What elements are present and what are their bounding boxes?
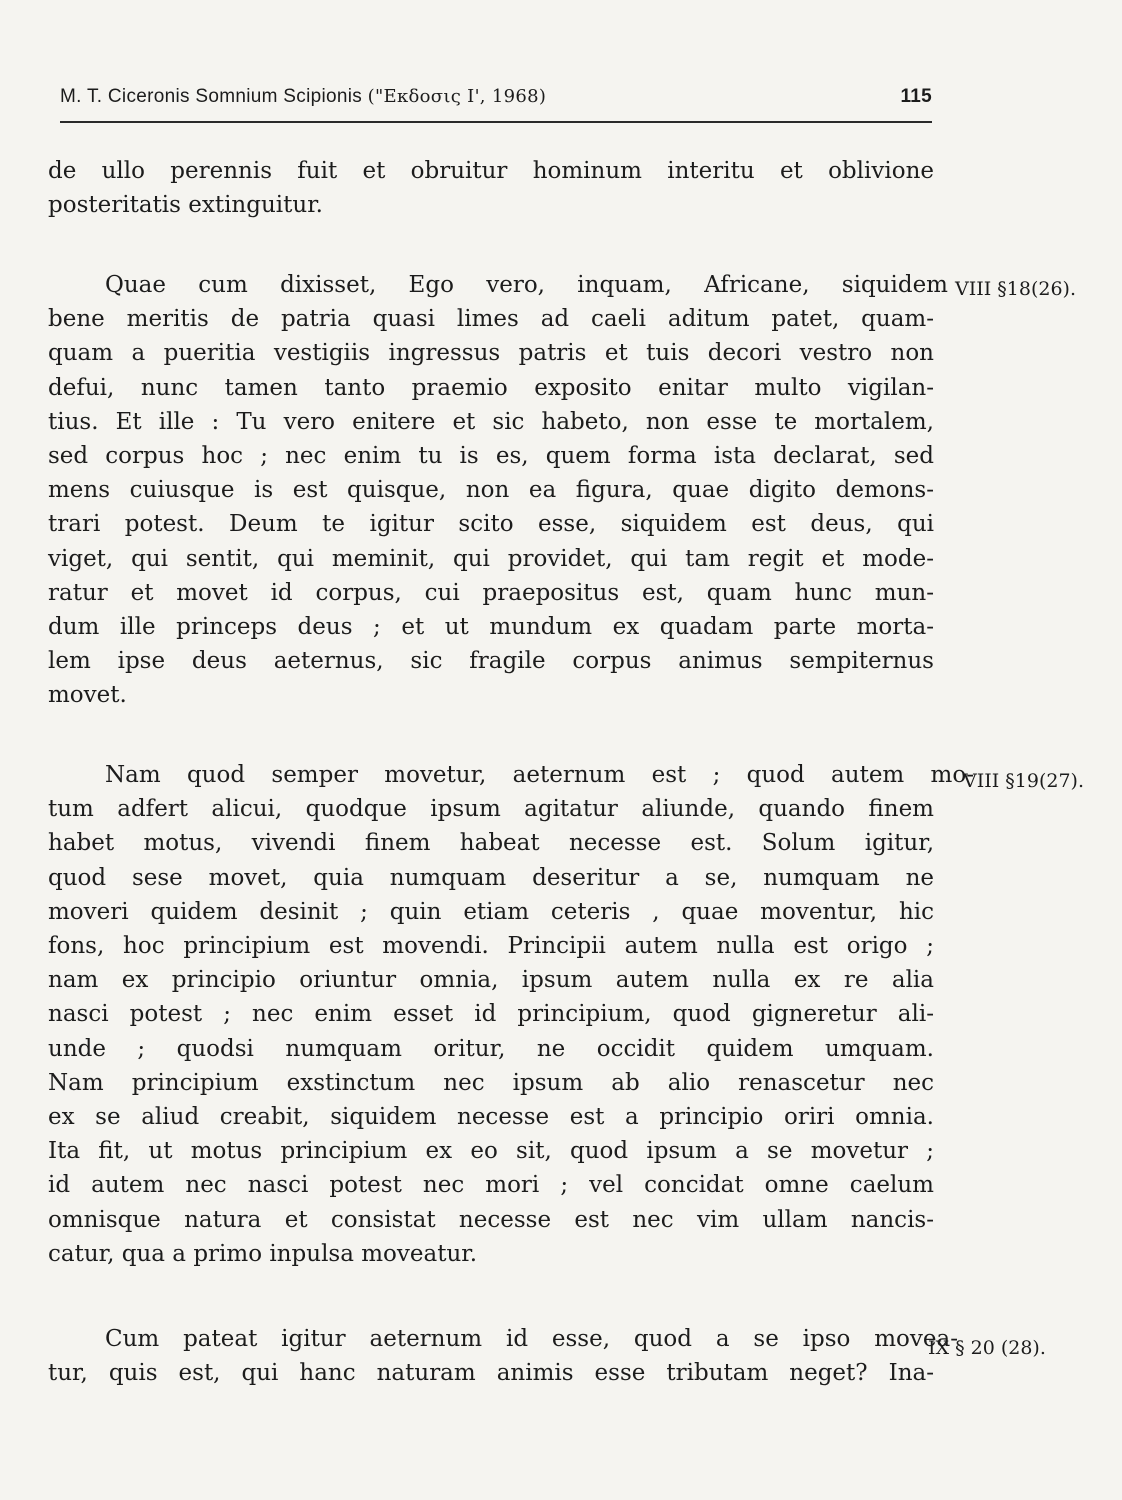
text-line: tur, quis est, qui hanc naturam animis esse tributam neget? Ina- [48, 1360, 934, 1387]
text-line: trari potest. Deum te igitur scito esse, siquidem est deus, qui [48, 511, 934, 538]
margin-note-section-18: VIII §18(26). [955, 278, 1076, 300]
margin-note-section-20: IX § 20 (28). [928, 1337, 1046, 1359]
text-line: de ullo perennis fuit et obruitur hominum interitu et oblivione [48, 158, 934, 184]
text-line: defui, nunc tamen tanto praemio exposito enitar multo vigilan- [48, 374, 934, 401]
text-line: id autem nec nasci potest nec mori ; vel concidat omne caelum [48, 1172, 934, 1199]
text-line: bene meritis de patria quasi limes ad caeli aditum patet, quam- [48, 306, 934, 333]
paragraph-1 [48, 154, 934, 222]
text-line: omnisque natura et consistat necesse est nec vim ullam nancis- [48, 1206, 934, 1233]
text-line: viget, qui sentit, qui meminit, qui providet, qui tam regit et mode- [48, 545, 934, 572]
text-line: movet. [48, 682, 127, 709]
text-line: Ita fit, ut motus principium ex eo sit, quod ipsum a se movetur ; [48, 1138, 934, 1165]
text-line: nam ex principio oriuntur omnia, ipsum autem nulla ex re alia [48, 967, 934, 994]
text-line: catur, qua a primo inpulsa moveatur. [48, 1240, 478, 1267]
edition-note: ("Εκδοσις Ι', 1968) [367, 86, 547, 107]
paragraph-3 [48, 758, 974, 1271]
text-line: tum adfert alicui, quodque ipsum agitatur aliunde, quando finem [48, 796, 934, 823]
text-line: moveri quidem desinit ; quin etiam ceteris , quae moventur, hic [48, 898, 934, 925]
text-line: sed corpus hoc ; nec enim tu is es, quem forma ista declarat, sed [48, 443, 934, 470]
text-line: unde ; quodsi numquam oritur, ne occidit quidem umquam. [48, 1035, 934, 1062]
paragraph-4 [48, 1322, 958, 1390]
text-line: lem ipse deus aeternus, sic fragile corpus animus sempiternus [48, 648, 934, 675]
running-title-group [60, 86, 546, 108]
text-line: tius. Et ille : Tu vero enitere et sic habeto, non esse te mortalem, [48, 408, 934, 435]
text-line: quod sese movet, quia numquam deseritur a se, numquam ne [48, 864, 934, 891]
text-line: ratur et movet id corpus, cui praepositus est, quam hunc mun- [48, 579, 934, 606]
text-line: Cum pateat igitur aeternum id esse, quod a se ipso movea- [105, 1326, 958, 1352]
running-header [60, 86, 932, 118]
header-rule [60, 121, 932, 123]
page-number: 115 [900, 86, 932, 107]
paragraph-2 [48, 268, 948, 713]
text-line: habet motus, vivendi finem habeat necesse est. Solum igitur, [48, 830, 934, 857]
running-title: M. T. Ciceronis Somnium Scipionis [60, 86, 363, 107]
text-line: ex se aliud creabit, siquidem necesse est a principio oriri omnia. [48, 1104, 934, 1131]
text-line: Nam quod semper movetur, aeternum est ; quod autem mo- [105, 762, 974, 788]
text-line: quam a pueritia vestigiis ingressus patris et tuis decori vestro non [48, 340, 934, 367]
text-line: fons, hoc principium est movendi. Principii autem nulla est origo ; [48, 933, 934, 960]
text-line: nasci potest ; nec enim esset id principium, quod gigneretur ali- [48, 1001, 934, 1028]
margin-note-section-19: VIII §19(27). [963, 770, 1084, 792]
text-line: mens cuiusque is est quisque, non ea figura, quae digito demons- [48, 477, 934, 504]
text-line: Nam principium exstinctum nec ipsum ab alio renascetur nec [48, 1069, 934, 1096]
text-line: dum ille princeps deus ; et ut mundum ex quadam parte morta- [48, 614, 934, 641]
text-line: Quae cum dixisset, Ego vero, inquam, Africane, siquidem [105, 272, 948, 298]
text-line: posteritatis extinguitur. [48, 192, 323, 219]
